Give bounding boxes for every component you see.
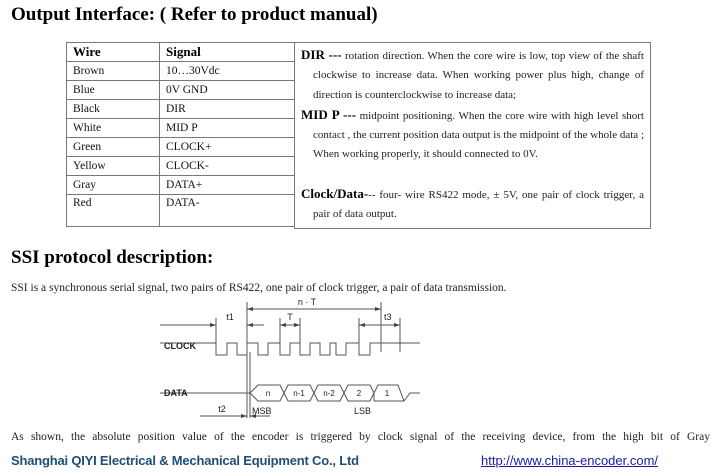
wire-cell: Green [67, 138, 160, 157]
signal-cell: DATA- [160, 195, 295, 227]
lsb-label: LSB [354, 406, 372, 416]
footer-website-link[interactable]: http://www.china-encoder.com/ [481, 453, 659, 468]
spacer [301, 165, 644, 184]
table-row [67, 119, 295, 138]
footer-company-name: Shanghai QIYI Electrical & Mechanical Equipment Co., Ltd [11, 453, 359, 468]
table-row [67, 81, 295, 100]
data-bit-2: 2 [356, 389, 362, 398]
column-header-wire: Wire [67, 43, 160, 62]
signal-cell: MID P [160, 119, 295, 138]
wire-cell: White [67, 119, 160, 138]
timing-label-t3: t3 [384, 312, 392, 322]
timing-label-total: n · T [297, 297, 317, 307]
signal-cell: CLOCK+ [160, 138, 295, 157]
wire-cell: Red [67, 195, 160, 227]
signal-cell: 10…30Vdc [160, 62, 295, 81]
ssi-timing-diagram [160, 292, 420, 428]
wire-cell: Black [67, 100, 160, 119]
signal-cell: DATA+ [160, 176, 295, 195]
midp-term: MID P --- [301, 106, 357, 122]
signal-cell: 0V GND [160, 81, 295, 100]
ssi-heading: SSI protocol description: [11, 247, 214, 268]
wire-cell: Brown [67, 62, 160, 81]
data-bit-n-1: n-1 [293, 389, 305, 398]
as-shown-paragraph: As shown, the absolute position value of the encoder is triggered by clock signal of the receiving device, from the high bit of Gray [11, 431, 710, 443]
data-bit-1: 1 [384, 389, 390, 398]
clock-data-text: -- four- wire RS422 mode, ± 5V, one pair of clock trigger, a pair of data output. [313, 188, 644, 221]
table-row [67, 195, 295, 227]
midp-text: midpoint positioning. When the core wire with high level short contact , the current position data output is the midpoint of the whole data ; When working properly, it should connected to 0V. [313, 109, 644, 161]
wire-cell: Blue [67, 81, 160, 100]
dir-description [301, 45, 644, 105]
data-signal-label: DATA [164, 388, 188, 398]
dir-term: DIR --- [301, 47, 342, 62]
output-interface-heading: Output Interface: ( Refer to product manual) [11, 4, 378, 25]
table-row [67, 62, 295, 81]
signal-cell: CLOCK- [160, 157, 295, 176]
ssi-intro-text: SSI is a synchronous serial signal, two pairs of RS422, one pair of clock trigger, a pair of data transmission. [11, 282, 507, 294]
table-row [67, 138, 295, 157]
timing-label-t2: t2 [218, 404, 226, 414]
data-bit-n-2: n-2 [323, 389, 335, 398]
clock-signal-label: CLOCK [164, 341, 196, 351]
timing-label-t1: t1 [226, 312, 234, 322]
midp-description [301, 105, 644, 165]
signal-description-panel [294, 42, 651, 229]
wire-cell: Yellow [67, 157, 160, 176]
wire-cell: Gray [67, 176, 160, 195]
table-row [67, 157, 295, 176]
table-header-row [67, 43, 295, 62]
signal-cell: DIR [160, 100, 295, 119]
dir-text: rotation direction. When the core wire is low, top view of the shaft clockwise to increase data. When working power plus high, change of direction is counterclockwise to increase data; [313, 50, 644, 101]
table-row [67, 100, 295, 119]
clock-data-term: Clock/Data- [301, 185, 369, 201]
wire-signal-table [66, 42, 295, 227]
msb-label: MSB [252, 406, 272, 416]
timing-label-period: T [287, 312, 293, 322]
column-header-signal: Signal [160, 43, 295, 62]
clock-data-description [301, 184, 644, 225]
data-bit-n: n [265, 389, 271, 398]
table-row [67, 176, 295, 195]
